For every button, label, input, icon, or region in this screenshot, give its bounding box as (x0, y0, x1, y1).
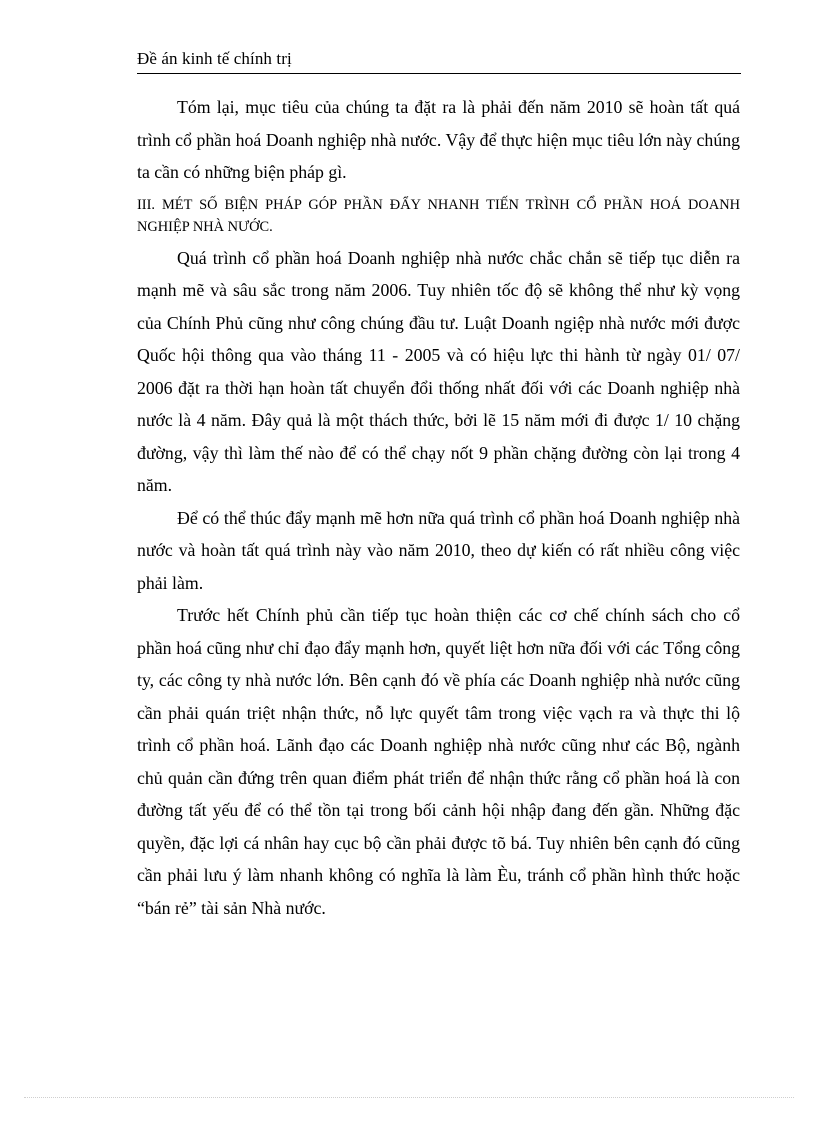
document-body (137, 91, 740, 924)
paragraph-process: Quá trình cổ phần hoá Doanh nghiệp nhà nước chắc chắn sẽ tiếp tục diễn ra mạnh mẽ và sâu sắc trong năm 2006. Tuy nhiên tốc độ sẽ không thể như kỳ vọng của Chính Phủ cũng như công chúng đầu tư. Luật Doanh ngiệp nhà nước mới được Quốc hội thông qua vào tháng 11 - 2005 và có hiệu lực thi hành từ ngày 01/ 07/ 2006 đặt ra thời hạn hoàn tất chuyển đổi thống nhất đối với các Doanh nghiệp nhà nước là 4 năm. Đây quả là một thách thức, bởi lẽ 15 năm mới đi được 1/ 10 chặng đường, vậy thì làm thế nào để có thể chạy nốt 9 phần chặng đường còn lại trong 4 năm. (137, 247, 740, 495)
paragraph-summary: Tóm lại, mục tiêu của chúng ta đặt ra là phải đến năm 2010 sẽ hoàn tất quá trình cổ phần hoá Doanh nghiệp nhà nước. Vậy để thực hiện mục tiêu lớn này chúng ta cần có những biện pháp gì. (137, 97, 740, 182)
footer-divider (24, 1097, 794, 1098)
section-heading: III. MÉT SỐ BIỆN PHÁP GÓP PHẦN ĐẨY NHANH TIẾN TRÌNH CỔ PHẦN HOÁ DOANH NGHIỆP NHÀ NƯỚC. (137, 196, 740, 235)
paragraph-government: Trước hết Chính phủ cần tiếp tục hoàn thiện các cơ chế chính sách cho cổ phần hoá cũng như chỉ đạo đẩy mạnh hơn, quyết liệt hơn nữa đối với các Tổng công ty, các công ty nhà nước lớn. Bên cạnh đó về phía các Doanh nghiệp nhà nước cũng cần phải quán triệt nhận thức, nỗ lực quyết tâm trong việc vạch ra và thực thi lộ trình cổ phần hoá. Lãnh đạo các Doanh nghiệp nhà nước cũng như các Bộ, ngành chủ quản cần đứng trên quan điểm phát triển để nhận thức rằng cổ phần hoá là con đường tất yếu để có thể tồn tại trong bối cảnh hội nhập đang đến gần. Những đặc quyền, đặc lợi cá nhân hay cục bộ cần phải được tõ bá. Tuy nhiên bên cạnh đó cũng cần phải lưu ý làm nhanh không có nghĩa là làm Èu, tránh cổ phần hình thức hoặc “bán rẻ” tài sản Nhà nước. (137, 605, 740, 918)
header-title: Đề án kinh tế chính trị (137, 49, 292, 68)
page-header (137, 47, 741, 74)
paragraph-promotion: Để có thể thúc đẩy mạnh mẽ hơn nữa quá trình cổ phần hoá Doanh nghiệp nhà nước và hoàn tất quá trình này vào năm 2010, theo dự kiến có rất nhiều công việc phải làm. (137, 507, 740, 593)
